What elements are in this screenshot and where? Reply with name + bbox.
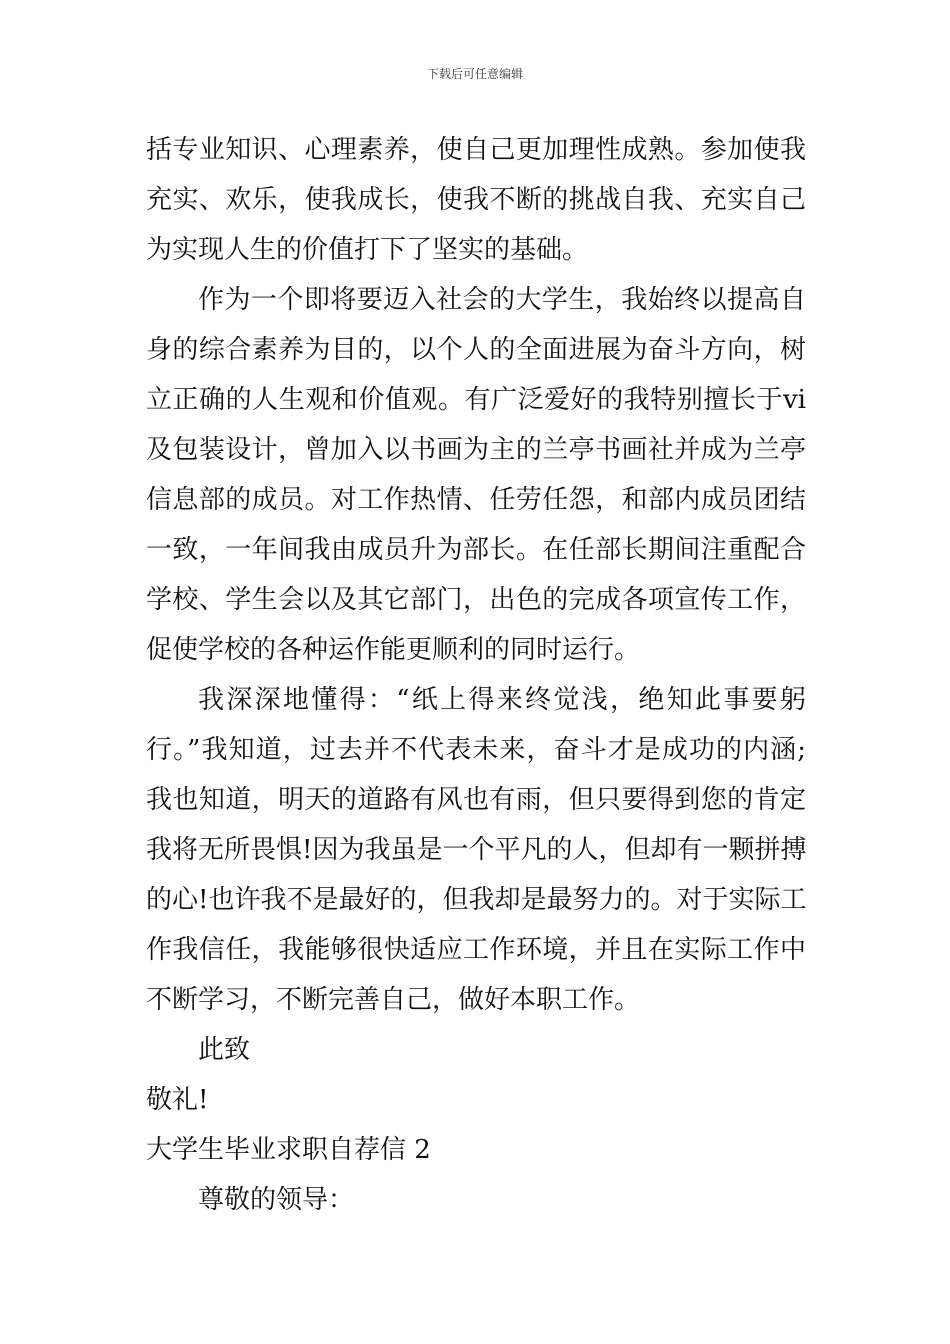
paragraph-line: 充实、欢乐，使我成长，使我不断的挑战自我、充实自己 — [146, 185, 806, 215]
closing-line: 此致 — [198, 1035, 251, 1065]
paragraph-line: 信息部的成员。对工作热情、任劳任怨，和部内成员团结 — [146, 485, 806, 515]
salutation-line: 敬礼! — [146, 1085, 209, 1115]
paragraph-line: 作为一个即将要迈入社会的大学生，我始终以提高自 — [198, 285, 806, 315]
paragraph-line: 作我信任，我能够很快适应工作环境，并且在实际工作中 — [146, 935, 806, 965]
paragraph-line: 为实现人生的价值打下了坚实的基础。 — [146, 235, 589, 265]
paragraph-line: 及包装设计，曾加入以书画为主的兰亭书画社并成为兰亭 — [146, 435, 806, 465]
paragraph-line: 一致，一年间我由成员升为部长。在任部长期间注重配合 — [146, 535, 806, 565]
paragraph-line: 促使学校的各种运作能更顺利的同时运行。 — [146, 635, 641, 665]
paragraph-line: 学校、学生会以及其它部门，出色的完成各项宣传工作， — [146, 585, 806, 615]
paragraph-line: 括专业知识、心理素养，使自己更加理性成熟。参加使我 — [146, 135, 806, 165]
paragraph-line: 立正确的人生观和价值观。有广泛爱好的我特别擅长于vi — [146, 385, 806, 415]
paragraph-line: 我将无所畏惧!因为我虽是一个平凡的人，但却有一颗拼搏 — [146, 835, 807, 865]
paragraph-line: 身的综合素养为目的，以个人的全面进展为奋斗方向，树 — [146, 335, 806, 365]
paragraph-line: 不断学习，不断完善自己，做好本职工作。 — [146, 985, 641, 1015]
paragraph-line: 我也知道，明天的道路有风也有雨，但只要得到您的肯定 — [146, 785, 806, 815]
paragraph-line: 我深深地懂得：“纸上得来终觉浅，绝知此事要躬 — [198, 685, 806, 715]
page-header: 下载后可任意编辑 — [426, 67, 523, 81]
paragraph-line: 的心!也许我不是最好的，但我却是最努力的。对于实际工 — [146, 885, 807, 915]
paragraph-line: 行。”我知道，过去并不代表未来，奋斗才是成功的内涵; — [146, 735, 806, 765]
greeting-line: 尊敬的领导： — [198, 1185, 355, 1215]
section-title: 大学生毕业求职自荐信 2 — [146, 1135, 431, 1165]
